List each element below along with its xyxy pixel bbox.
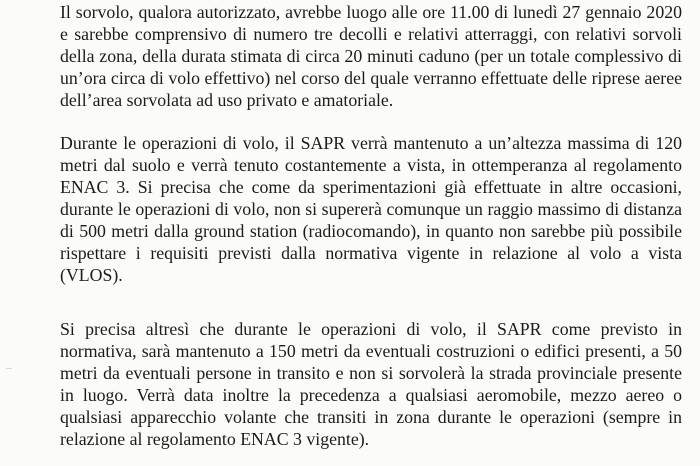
paragraph-safety-distances: Si precisa altresì che durante le operazioni di volo, il SAPR come previsto in normativa, sarà mantenuto a 150 metri da eventuali costruzioni o edifici presenti, a 50 metri da eventuali persone in transito e non si sorvolerà la strada provinciale presente in luogo. Verrà data inoltre la precedenza a qualsiasi aeromobile, mezzo aereo o qualsiasi apparecchio volante che transiti in zona durante le operazioni (sempre in relazione al regolamento ENAC 3 vigente). (60, 319, 682, 449)
scan-speck (6, 368, 12, 369)
paragraph-flight-schedule: Il sorvolo, qualora autorizzato, avrebbe luogo alle ore 11.00 di lunedì 27 gennaio 2020 e sarebbe comprensivo di numero tre decolli e relativi atterraggi, con relativi sorvoli della zona, della durata stimata di circa 20 minuti caduno (per un totale complessivo di un’ora circa di volo effettivo) nel corso del quale verranno effettuate delle riprese aeree dell’area sorvolata ad uso privato e amatoriale. (60, 2, 682, 110)
paragraph-flight-operations: Durante le operazioni di volo, il SAPR verrà mantenuto a un’altezza massima di 120 metri dal suolo e verrà tenuto costantemente a vista, in ottemperanza al regolamento ENAC 3. Si precisa che come da sperimentazioni già effettuate in altre occasioni, durante le operazioni di volo, non si supererà comunque un raggio massimo di distanza di 500 metri dalla ground station (radiocomando), in quanto non sarebbe più possibile rispettare i requisiti previsti dalla normativa vigente in relazione al volo a vista (VLOS). (60, 133, 682, 285)
